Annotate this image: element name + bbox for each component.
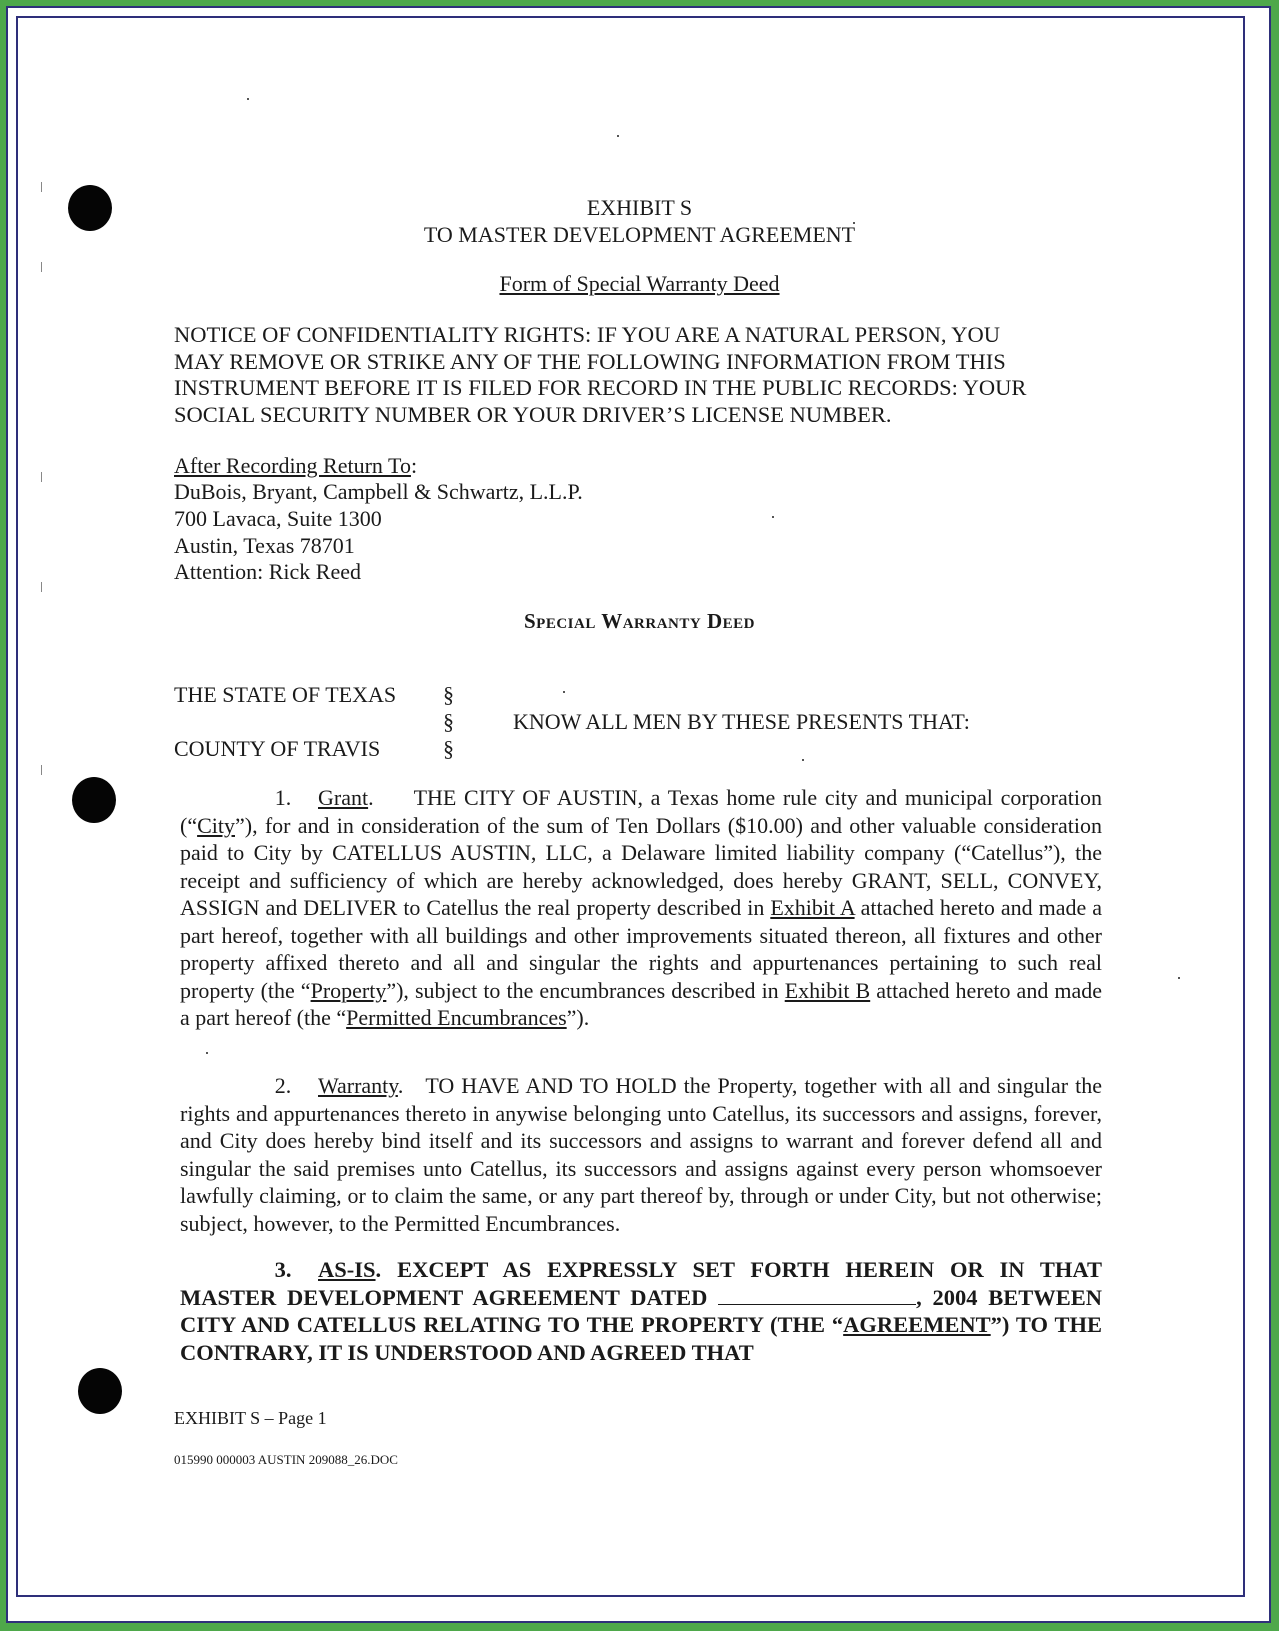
section-warranty: [180, 1072, 1102, 1237]
as-is-number: 3.: [274, 1257, 292, 1282]
grant-city-term: City: [197, 812, 235, 838]
scan-speck: [802, 759, 804, 761]
warranty-heading-period: .: [397, 1073, 404, 1098]
scan-speck: [563, 691, 565, 693]
warranty-heading: Warranty: [318, 1073, 398, 1098]
section-symbol: §: [443, 682, 454, 707]
exhibit-title: EXHIBIT S: [586, 195, 693, 220]
scan-speck: [617, 135, 619, 137]
grant-permitted-term: Permitted Encumbrances: [346, 1005, 567, 1030]
grant-text: THE CITY OF AUSTIN, a Texas home rule city and municipal corporation (“: [180, 785, 1102, 838]
scan-speck: [1178, 977, 1180, 979]
return-to-heading: [174, 452, 417, 480]
notice-line: SOCIAL SECURITY NUMBER OR YOUR DRIVER’S LICENSE NUMBER.: [174, 402, 892, 427]
as-is-heading: AS-IS: [318, 1257, 376, 1282]
notice-line: MAY REMOVE OR STRIKE ANY OF THE FOLLOWING INFORMATION FROM THIS: [174, 349, 1006, 374]
section-grant: [180, 784, 1102, 1032]
deed-title: Special Warranty Deed: [524, 609, 755, 633]
notice-line: NOTICE OF CONFIDENTIALITY RIGHTS: IF YOU ARE A NATURAL PERSON, YOU: [174, 322, 1001, 347]
scan-edge-mark: [41, 582, 42, 592]
grant-text: attached hereto and made a part hereof (the “: [180, 977, 1102, 1030]
as-is-text: EXCEPT AS EXPRESSLY SET FORTH HEREIN OR IN THAT MASTER DEVELOPMENT AGREEMENT DATED: [180, 1257, 1102, 1310]
caption-know-all: KNOW ALL MEN BY THESE PRESENTS THAT:: [513, 709, 970, 734]
scan-edge-mark: [41, 182, 42, 192]
grant-text: ”), subject to the encumbrances described in: [386, 977, 785, 1003]
return-street: 700 Lavaca, Suite 1300: [174, 506, 382, 531]
warranty-number: 2.: [274, 1073, 292, 1098]
scan-edge-mark: [41, 472, 42, 482]
grant-number: 1.: [274, 785, 292, 810]
scan-speck: [772, 516, 774, 518]
warranty-text: TO HAVE AND TO HOLD the Property, together with all and singular the rights and appurtenances thereto in anywise belonging unto Catellus, its successors and assigns, forever, and City does hereby bind itself and its successors and assigns to warrant and forever defend all and singular the said premises unto Catellus, its successors and assigns against every person whomsoever lawfully claiming, or to claim the same, or any part thereof by, through or under City, but not otherwise; subject, however, to the Permitted Encumbrances.: [180, 1073, 1102, 1236]
as-is-agreement-term: AGREEMENT: [843, 1312, 991, 1337]
as-is-text: ”) TO THE CONTRARY, IT IS UNDERSTOOD AND AGREED THAT: [180, 1312, 1102, 1365]
grant-exhibit-b-ref: Exhibit B: [784, 977, 871, 1003]
return-city: Austin, Texas 78701: [174, 533, 355, 558]
grant-property-term: Property: [310, 977, 387, 1003]
return-to-colon: :: [410, 453, 418, 478]
caption-county: COUNTY OF TRAVIS: [174, 736, 381, 761]
agreement-title: TO MASTER DEVELOPMENT AGREEMENT: [423, 222, 856, 247]
grant-heading-period: .: [368, 785, 374, 810]
grant-text: attached hereto and made a part hereof, together with all buildings and other improvements situated thereon, all fixtures and other property affixed thereto and all and singular the rights and appurtenances pertaining to such real property (the “: [180, 895, 1103, 1003]
caption-state: THE STATE OF TEXAS: [174, 682, 397, 707]
return-attention: Attention: Rick Reed: [174, 559, 361, 584]
form-title: Form of Special Warranty Deed: [499, 271, 780, 296]
notice-line: INSTRUMENT BEFORE IT IS FILED FOR RECORD IN THE PUBLIC RECORDS: YOUR: [174, 375, 1027, 400]
section-as-is: [180, 1256, 1102, 1366]
section-symbol: §: [443, 709, 454, 734]
binder-hole-bottom: [78, 1368, 122, 1414]
scan-speck: [206, 1052, 208, 1054]
section-symbol: §: [443, 736, 454, 761]
grant-heading: Grant: [318, 785, 369, 810]
grant-text: ”).: [566, 1005, 590, 1030]
grant-exhibit-a-ref: Exhibit A: [770, 895, 855, 920]
as-is-text: , 2004 BETWEEN CITY AND CATELLUS RELATING TO THE PROPERTY (THE “: [180, 1284, 1102, 1337]
return-to-label: After Recording Return To: [174, 453, 411, 478]
scan-speck: [247, 98, 249, 100]
scan-edge-mark: [41, 765, 42, 775]
as-is-heading-period: .: [375, 1257, 382, 1282]
grant-text: ”), for and in consideration of the sum of Ten Dollars ($10.00) and other valuable consideration paid to City by CATELLUS AUSTIN, LLC, a Delaware limited liability company (“Catellus”), the receipt and sufficiency of which are hereby acknowledged, does hereby GRANT, SELL, CONVEY, ASSIGN and DELIVER to Catellus the real property described in: [180, 812, 1102, 920]
binder-hole-middle: [72, 777, 116, 823]
date-blank-line: [718, 1284, 916, 1305]
return-firm: DuBois, Bryant, Campbell & Schwartz, L.L.P.: [174, 479, 583, 504]
footer-doc-id: 015990 000003 AUSTIN 209088_26.DOC: [174, 1452, 398, 1467]
footer-page-number: EXHIBIT S – Page 1: [174, 1408, 327, 1428]
